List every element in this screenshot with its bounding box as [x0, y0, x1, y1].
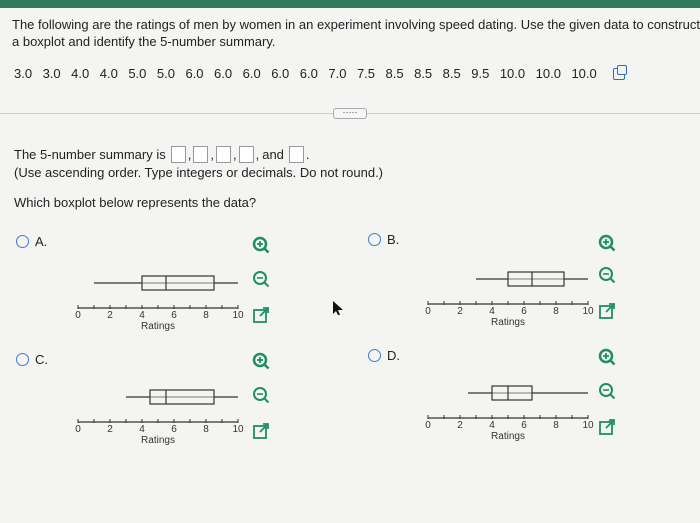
axis-label: Ratings	[141, 435, 175, 446]
tick-label: 6	[521, 306, 527, 317]
data-value: 6.0	[185, 66, 204, 81]
tick-label: 2	[457, 420, 463, 431]
tick-label: 2	[457, 306, 463, 317]
question-line-1: The following are the ratings of men by women in an experiment involving speed dating. Use the given data to construct	[12, 17, 700, 32]
question-line-2: a boxplot and identify the 5-number summary.	[12, 34, 276, 49]
expand-more-button[interactable]: ·····	[333, 108, 367, 119]
tick-label: 8	[203, 310, 209, 321]
boxplot-d	[420, 372, 600, 447]
data-value: 6.0	[271, 66, 290, 81]
answer-box-4[interactable]	[239, 146, 254, 163]
boxplot-b	[420, 258, 600, 333]
zoom-in-icon[interactable]	[598, 348, 616, 366]
top-accent-bar	[0, 0, 700, 8]
tick-label: 4	[489, 420, 495, 431]
tick-label: 10	[582, 306, 594, 317]
data-value: 3.0	[14, 66, 33, 81]
data-value: 7.0	[328, 66, 347, 81]
tick-label: 4	[139, 424, 145, 435]
option-b-label: B.	[387, 232, 400, 247]
tick-label: 4	[139, 310, 145, 321]
data-value: 8.5	[414, 66, 433, 81]
zoom-in-icon[interactable]	[252, 352, 270, 370]
tick-label: 6	[171, 310, 177, 321]
zoom-out-icon[interactable]	[598, 382, 616, 400]
popout-icon[interactable]	[598, 418, 616, 436]
axis-label: Ratings	[141, 321, 175, 332]
data-value: 9.5	[471, 66, 490, 81]
data-value: 10.0	[571, 66, 597, 81]
option-c-label: C.	[35, 352, 48, 367]
data-value: 3.0	[42, 66, 61, 81]
copy-data-icon[interactable]	[613, 68, 625, 80]
five-number-summary-row: The 5-number summary is , , , , and .	[14, 147, 310, 162]
data-value: 4.0	[71, 66, 90, 81]
summary-hint: (Use ascending order. Type integers or decimals. Do not round.)	[14, 165, 384, 180]
zoom-in-icon[interactable]	[598, 234, 616, 252]
which-boxplot-question: Which boxplot below represents the data?	[14, 195, 257, 210]
and-label: and	[262, 147, 284, 162]
answer-box-5[interactable]	[289, 146, 304, 163]
data-value: 6.0	[242, 66, 261, 81]
data-values-row	[14, 66, 694, 81]
zoom-out-icon[interactable]	[252, 270, 270, 288]
data-value: 8.5	[385, 66, 404, 81]
radio-option-c[interactable]	[16, 353, 29, 366]
tick-label: 2	[107, 424, 113, 435]
data-value: 5.0	[156, 66, 175, 81]
zoom-in-icon[interactable]	[252, 236, 270, 254]
summary-prefix: The 5-number summary is	[14, 147, 166, 162]
tick-label: 8	[203, 424, 209, 435]
axis-label: Ratings	[491, 317, 525, 328]
tick-label: 4	[489, 306, 495, 317]
popout-icon[interactable]	[598, 302, 616, 320]
tick-label: 6	[171, 424, 177, 435]
mouse-cursor-icon	[332, 300, 344, 316]
answer-box-2[interactable]	[193, 146, 208, 163]
tick-label: 0	[75, 424, 81, 435]
axis-label: Ratings	[491, 431, 525, 442]
radio-option-a[interactable]	[16, 235, 29, 248]
data-value: 6.0	[214, 66, 233, 81]
tick-label: 0	[75, 310, 81, 321]
answer-box-1[interactable]	[171, 146, 186, 163]
data-value: 4.0	[99, 66, 118, 81]
data-value: 10.0	[535, 66, 561, 81]
tick-label: 10	[582, 420, 594, 431]
tick-label: 10	[232, 424, 244, 435]
option-d[interactable]	[368, 348, 400, 363]
zoom-out-icon[interactable]	[252, 386, 270, 404]
popout-icon[interactable]	[252, 306, 270, 324]
tick-label: 6	[521, 420, 527, 431]
option-a[interactable]	[16, 234, 47, 249]
tick-label: 0	[425, 420, 431, 431]
data-value: 6.0	[299, 66, 318, 81]
tick-label: 10	[232, 310, 244, 321]
option-a-label: A.	[35, 234, 48, 249]
popout-icon[interactable]	[252, 422, 270, 440]
tick-label: 8	[553, 306, 559, 317]
boxplot-a	[70, 262, 250, 337]
boxplot-c	[70, 376, 250, 451]
data-value: 10.0	[499, 66, 526, 81]
option-d-label: D.	[387, 348, 400, 363]
radio-option-d[interactable]	[368, 349, 381, 362]
tick-label: 8	[553, 420, 559, 431]
zoom-out-icon[interactable]	[598, 266, 616, 284]
tick-label: 2	[107, 310, 113, 321]
data-value: 7.5	[356, 66, 376, 81]
data-value: 8.5	[442, 66, 461, 81]
radio-option-b[interactable]	[368, 233, 381, 246]
data-value: 5.0	[128, 66, 147, 81]
tick-label: 0	[425, 306, 431, 317]
question-text	[12, 16, 700, 50]
option-c[interactable]	[16, 352, 48, 367]
option-b[interactable]	[368, 232, 399, 247]
answer-box-3[interactable]	[216, 146, 231, 163]
